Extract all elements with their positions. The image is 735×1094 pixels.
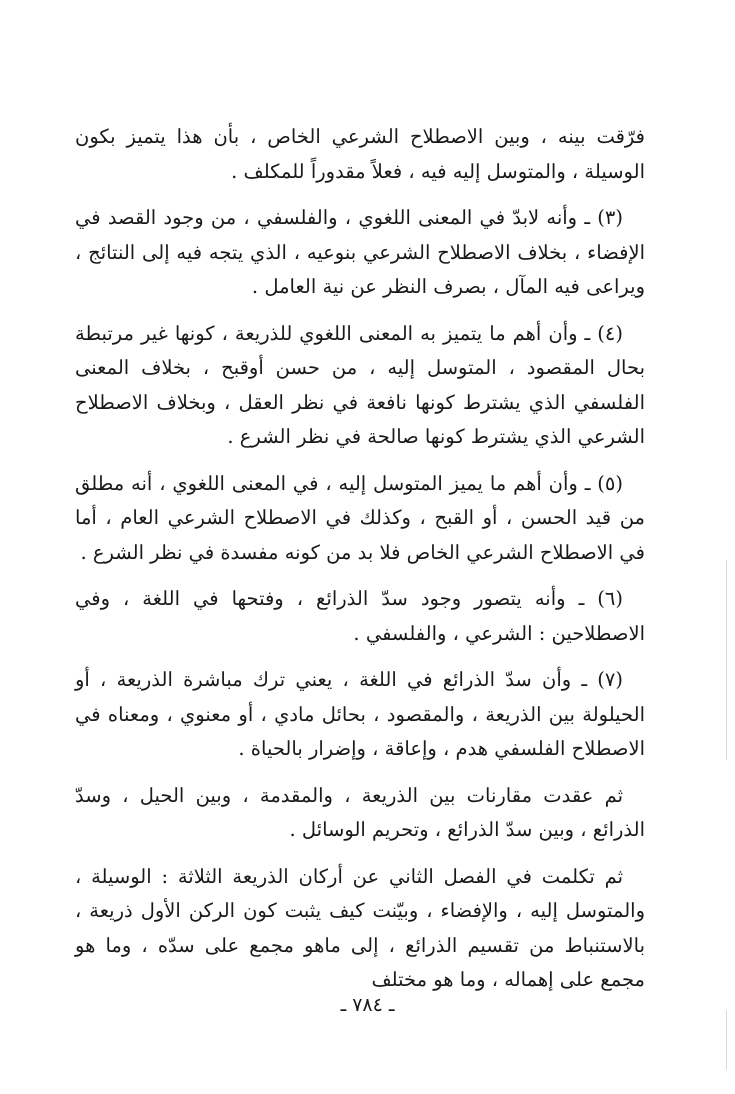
paragraph-point-4: (٤) ـ وأن أهم ما يتميز به المعنى اللغوي للذريعة ، كونها غير مرتبطة بحال المقصود ، المتوسل إليه ، من حسن أوقبح ، بخلاف المعنى الفلسفي الذي يشترط كونها نافعة في نظر العقل ، وبخلاف الاصطلاح الشرعي الذي يشترط كونها صالحة في نظر الشرع . bbox=[75, 321, 645, 448]
page-number: ـ ٧٨٤ ـ bbox=[340, 994, 395, 1016]
paragraph-point-7: (٧) ـ وأن سدّ الذرائع في اللغة ، يعني ترك مباشرة الذريعة ، أو الحيلولة بين الذريعة ، والمقصود ، بحائل مادي ، أو معنوي ، ومعناه في الاصطلاح الفلسفي هدم ، وإعاقة ، وإضرار بالحياة . bbox=[75, 668, 645, 760]
paragraph-point-6: (٦) ـ وأنه يتصور وجود سدّ الذرائع ، وفتحها في اللغة ، وفي الاصطلاحين : الشرعي ، والفلسفي . bbox=[75, 587, 645, 645]
paragraph-chapter-two: ثم تكلمت في الفصل الثاني عن أركان الذريعة الثلاثة : الوسيلة ، والمتوسل إليه ، والإفضاء ، وبيّنت كيف يثبت كون الركن الأول ذريعة ، بالاستنباط من تقسيم الذرائع ، إلى ماهو مجمع على سدّه ، وما هو مجمع على إهماله ، وما هو مختلف bbox=[75, 864, 645, 991]
document-body bbox=[75, 120, 645, 1010]
paragraph-continuation: فرّقت بينه ، وبين الاصطلاح الشرعي الخاص ، بأن هذا يتميز بكون الوسيلة ، والمتوسل إليه فيه ، فعلاً مقدوراً للمكلف . bbox=[75, 125, 645, 183]
paragraph-point-3: (٣) ـ وأنه لابدّ في المعنى اللغوي ، والفلسفي ، من وجود القصد في الإفضاء ، بخلاف الاصطلاح الشرعي بنوعيه ، الذي يتجه فيه إلى النتائج ، ويراعى فيه المآل ، بصرف النظر عن نية العامل . bbox=[75, 206, 645, 298]
scan-edge-line bbox=[726, 560, 727, 760]
scan-edge-line bbox=[726, 1010, 727, 1070]
paragraph-point-5: (٥) ـ وأن أهم ما يميز المتوسل إليه ، في المعنى اللغوي ، أنه مطلق من قيد الحسن ، أو القبح ، وكذلك في الاصطلاح الشرعي العام ، أما في الاصطلاح الشرعي الخاص فلا بد من كونه مفسدة في نظر الشرع . bbox=[75, 471, 645, 564]
paragraph-comparisons: ثم عقدت مقارنات بين الذريعة ، والمقدمة ، وبين الحيل ، وسدّ الذرائع ، وبين سدّ الذرائع ، وتحريم الوسائل . bbox=[75, 783, 645, 841]
